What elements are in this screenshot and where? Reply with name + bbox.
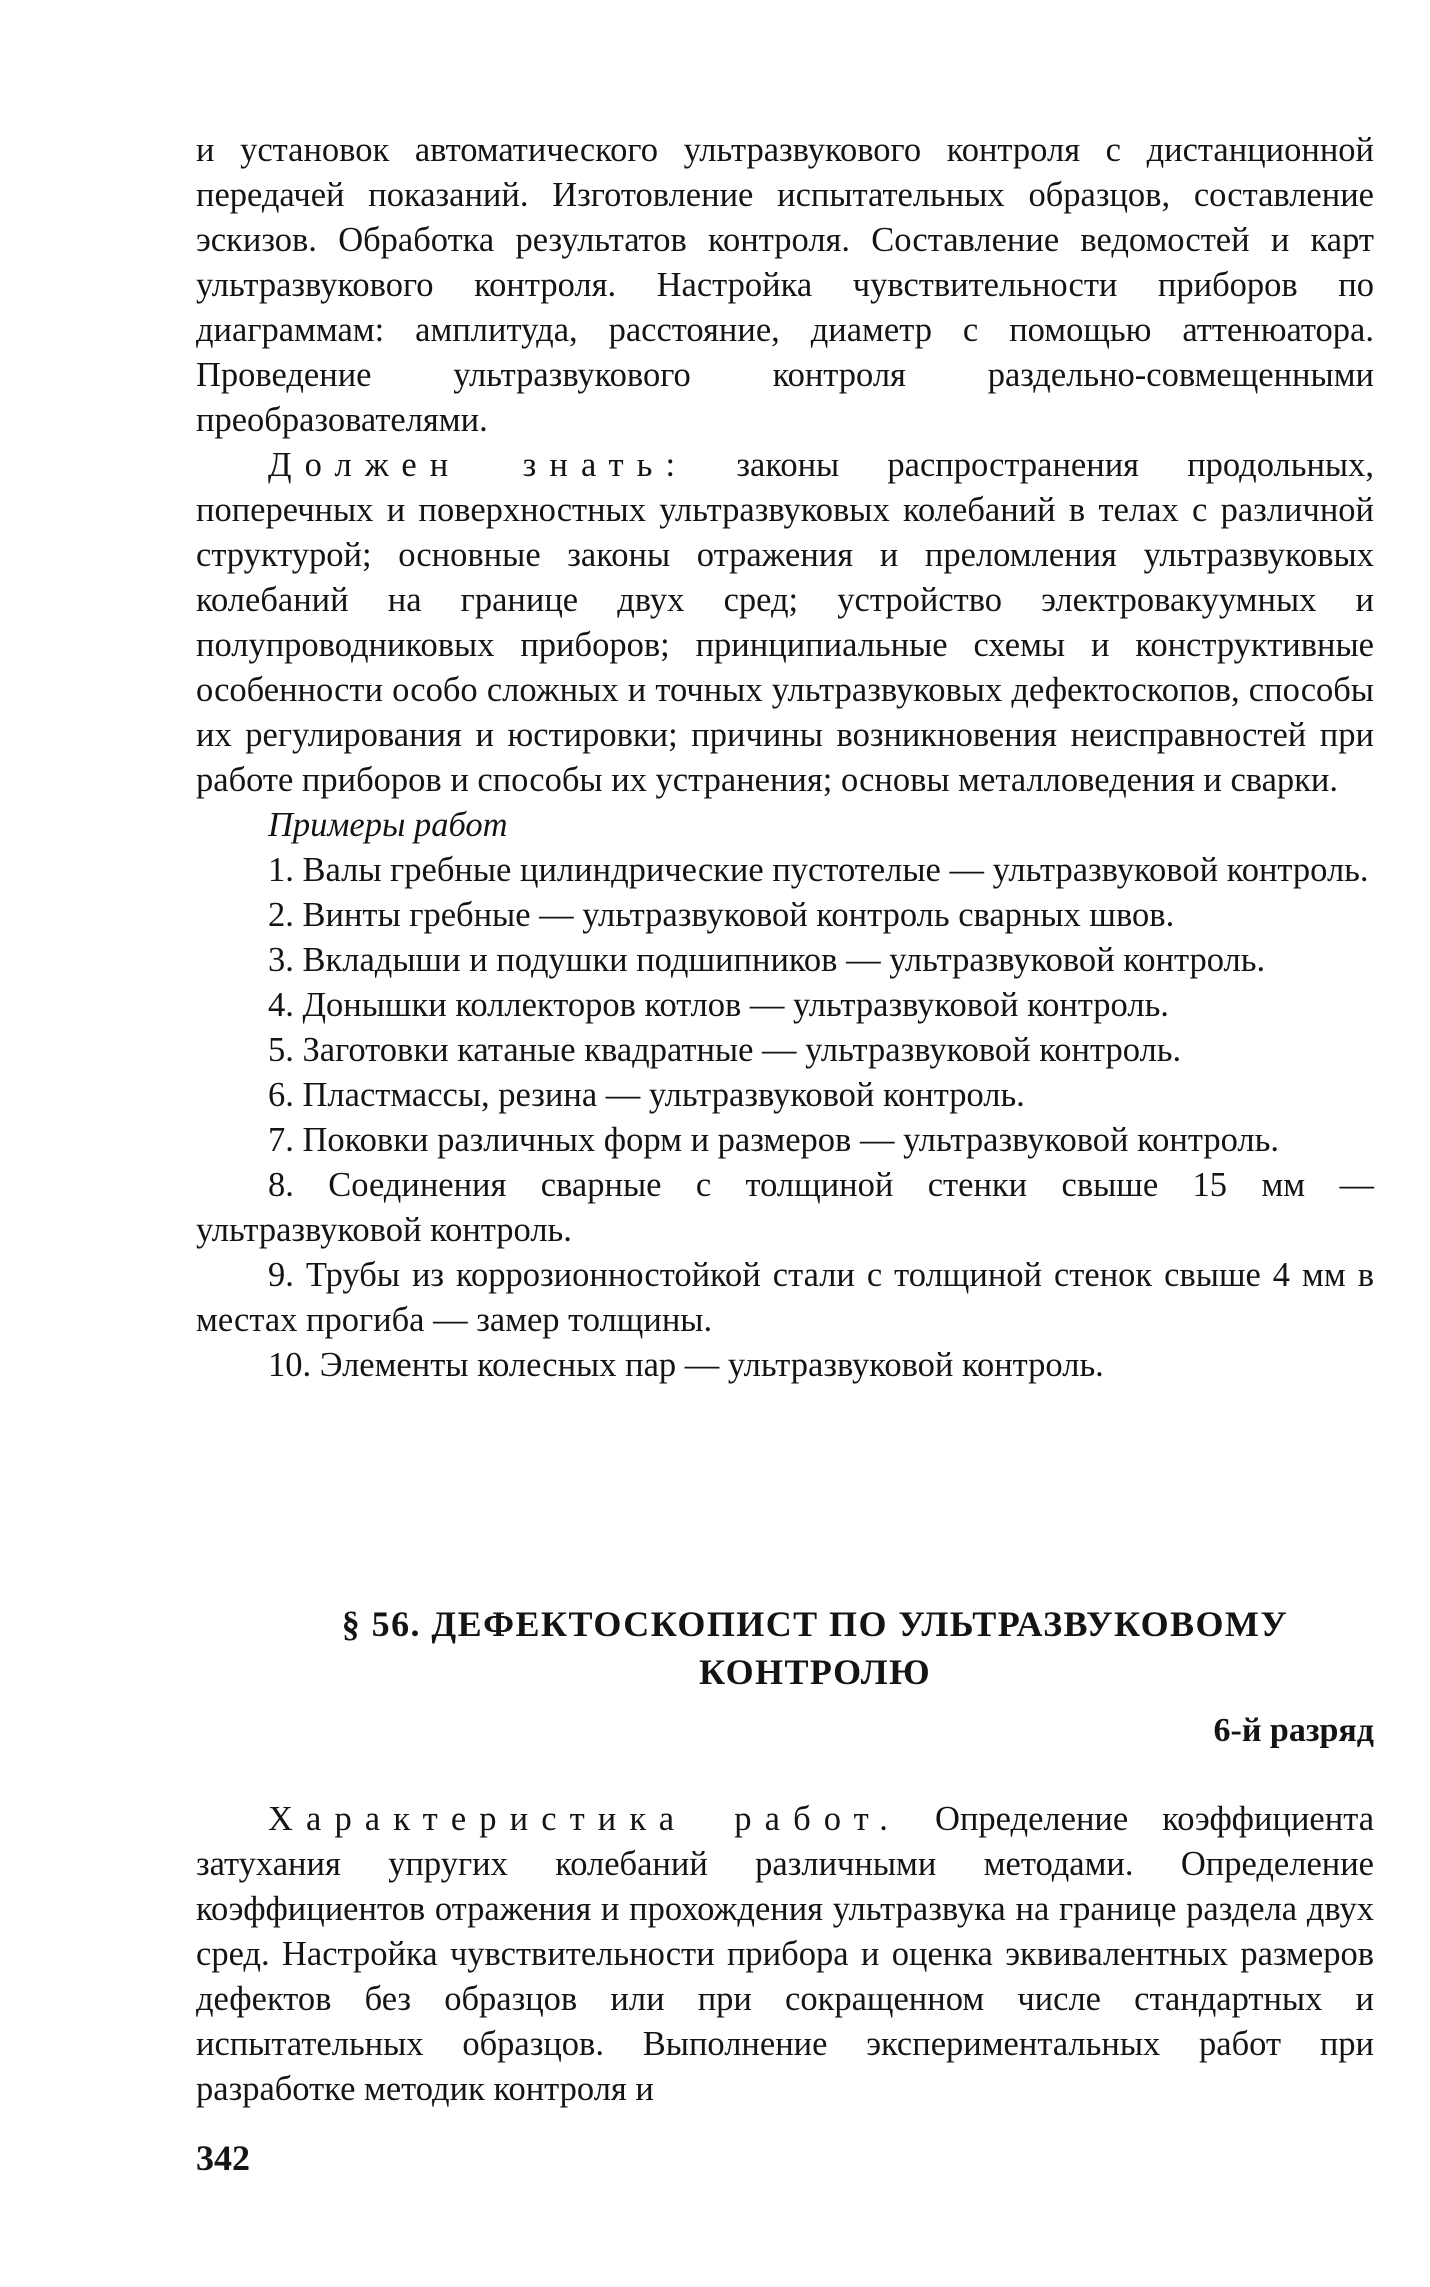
body-text-upper bbox=[196, 128, 1374, 1388]
characteristics-text: Определение коэффициента затухания упругих колебаний различными методами. Определение коэффициентов отражения и прохождения ультразвука на границе раздела двух сред. Настройка чувствительности прибора и оценка эквивалентных размеров дефектов без образцов или при сокращенном числе стандартных и испытательных образцов. Выполнение экспериментальных работ при разработке методик контроля и bbox=[196, 1800, 1375, 2108]
example-item: 10. Элементы колесных пар — ультразвуковой контроль. bbox=[268, 1346, 1104, 1384]
section-heading bbox=[196, 1600, 1374, 1696]
section-title-line2: КОНТРОЛЮ bbox=[698, 1652, 932, 1692]
example-item: 4. Донышки коллекторов котлов — ультразвуковой контроль. bbox=[268, 986, 1169, 1024]
example-item: 3. Вкладыши и подушки подшипников — ультразвуковой контроль. bbox=[268, 941, 1266, 979]
must-know-paragraph bbox=[196, 443, 1374, 803]
example-item: 8. Соединения сварные с толщиной стенки свыше 15 мм — ультразвуковой контроль. bbox=[196, 1166, 1374, 1249]
must-know-text: законы распространения продольных, поперечных и поверхностных ультразвуковых колебаний в телах с различной структурой; основные законы отражения и преломления ультразвуковых колебаний на границе двух сред; устройство электровакуумных и полупроводниковых приборов; принципиальные схемы и конструктивные особенности особо сложных и точных ультразвуковых дефектоскопов, способы их регулирования и юстировки; причины возникновения неисправностей при работе приборов и способы их устранения; основы металловедения и сварки. bbox=[196, 446, 1374, 799]
example-item: 2. Винты гребные — ультразвуковой контроль сварных швов. bbox=[268, 896, 1175, 934]
continued-paragraph: и установок автоматического ультразвукового контроля с дистанционной передачей показаний. Изготовление испытательных образцов, составление эскизов. Обработка результатов контроля. Составление ведомостей и карт ультразвукового контроля. Настройка чувствительности приборов по диаграммам: амплитуда, расстояние, диаметр с помощью аттенюатора. Проведение ультразвукового контроля раздельно-совмещенными преобразователями. bbox=[196, 131, 1374, 439]
characteristics-label: Характеристика работ. bbox=[268, 1800, 901, 1838]
examples-title: Примеры работ bbox=[268, 806, 508, 844]
characteristics-paragraph bbox=[196, 1797, 1374, 2112]
body-text-lower bbox=[196, 1797, 1374, 2112]
must-know-label: Должен знать: bbox=[268, 446, 689, 484]
example-item: 6. Пластмассы, резина — ультразвуковой контроль. bbox=[268, 1076, 1025, 1114]
page-number: 342 bbox=[196, 2138, 250, 2178]
example-item: 7. Поковки различных форм и размеров — ультразвуковой контроль. bbox=[268, 1121, 1279, 1159]
section-title-line1: § 56. ДЕФЕКТОСКОПИСТ ПО УЛЬТРАЗВУКОВОМУ bbox=[341, 1604, 1289, 1644]
example-item: 1. Валы гребные цилиндрические пустотелые — ультразвуковой контроль. bbox=[268, 851, 1369, 889]
example-item: 9. Трубы из коррозионностойкой стали с толщиной стенок свыше 4 мм в местах прогиба — замер толщины. bbox=[196, 1256, 1374, 1339]
example-item: 5. Заготовки катаные квадратные — ультразвуковой контроль. bbox=[268, 1031, 1182, 1069]
grade-label: 6-й разряд bbox=[1213, 1712, 1374, 1749]
